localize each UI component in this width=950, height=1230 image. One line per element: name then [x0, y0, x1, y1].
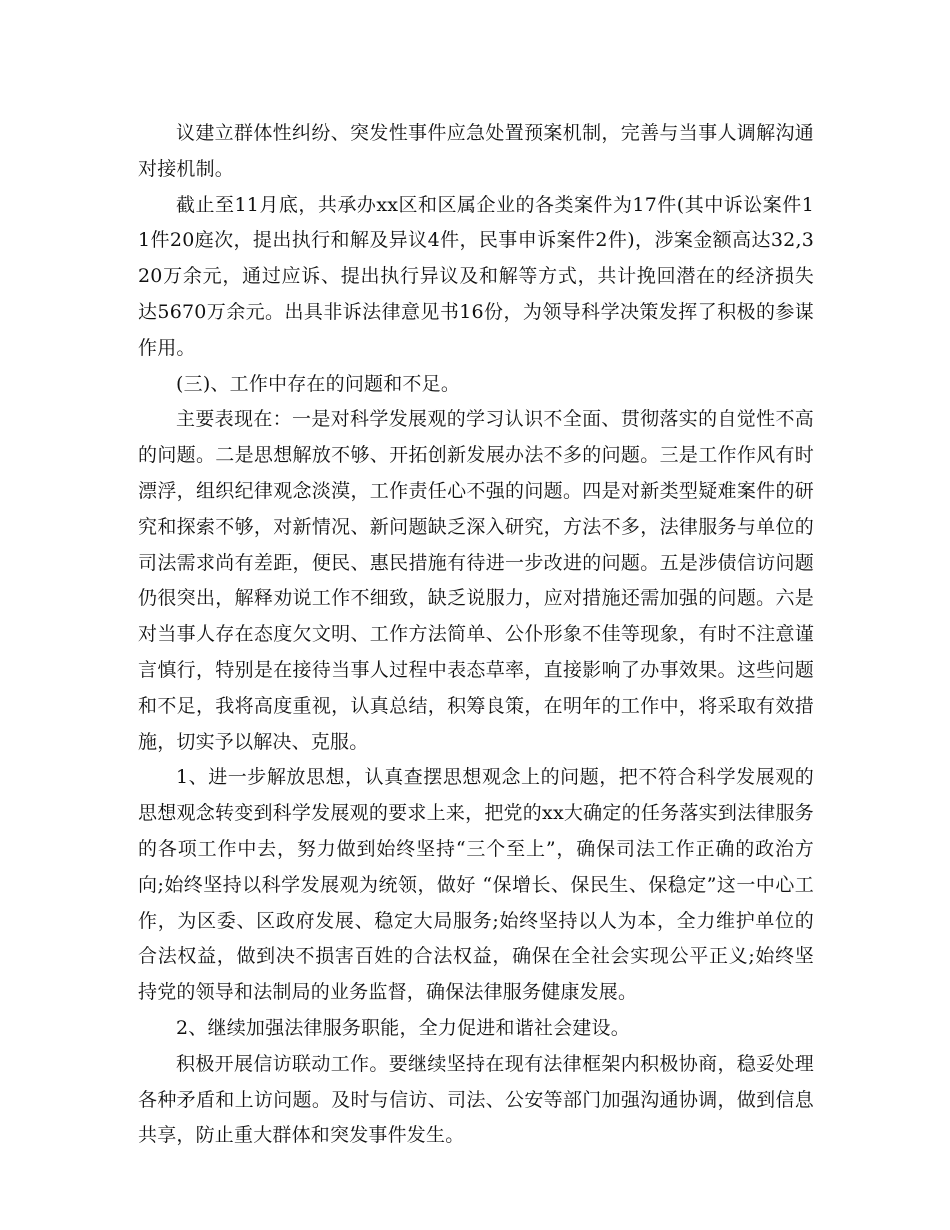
paragraph: 积极开展信访联动工作。要继续坚持在现有法律框架内积极协商，稳妥处理各种矛盾和上访问题。及时与信访、司法、公安等部门加强沟通协调，做到信息共享，防止重大群体和突发事件发生。	[138, 1052, 814, 1147]
paragraph: 截止至11月底，共承办xx区和区属企业的各类案件为17件(其中诉讼案件11件20庭次，提出执行和解及异议4件，民事申诉案件2件)，涉案金额高达32,320万余元，通过应诉、提出执行异议及和解等方式，共计挽回潜在的经济损失达5670万余元。出具非诉法律意见书16份，为领导科学决策发挥了积极的参谋作用。	[138, 193, 814, 359]
paragraph: 主要表现在：一是对科学发展观的学习认识不全面、贯彻落实的自觉性不高的问题。二是思想解放不够、开拓创新发展办法不多的问题。三是工作作风有时漂浮，组织纪律观念淡漠，工作责任心不强的问题。四是对新类型疑难案件的研究和探索不够，对新情况、新问题缺乏深入研究，方法不多，法律服务与单位的司法需求尚有差距，便民、惠民措施有待进一步改进的问题。五是涉债信访问题仍很突出，解释劝说工作不细致，缺乏说服力，应对措施还需加强的问题。六是对当事人存在态度欠文明、工作方法简单、公仆形象不佳等现象，有时不注意谨言慎行，特别是在接待当事人过程中表态草率，直接影响了办事效果。这些问题和不足，我将高度重视，认真总结，积筹良策，在明年的工作中，将采取有效措施，切实予以解决、克服。	[138, 408, 814, 753]
section-heading: 2、继续加强法律服务职能，全力促进和谐社会建设。	[176, 1016, 630, 1039]
section-heading: (三)、工作中存在的问题和不足。	[176, 372, 461, 395]
paragraph: 议建立群体性纠纷、突发性事件应急处置预案机制，完善与当事人调解沟通对接机制。	[138, 122, 814, 180]
document-body	[138, 116, 814, 1154]
paragraph: 1、进一步解放思想，认真查摆思想观念上的问题，把不符合科学发展观的思想观念转变到科学发展观的要求上来，把党的xx大确定的任务落实到法律服务的各项工作中去，努力做到始终坚持“三个至上”，确保司法工作正确的政治方向;始终坚持以科学发展观为统领，做好 “保增长、保民生、保稳定”这一中心工作，为区委、区政府发展、稳定大局服务;始终坚持以人为本，全力维护单位的合法权益，做到决不损害百姓的合法权益，确保在全社会实现公平正义;始终坚持党的领导和法制局的业务监督，确保法律服务健康发展。	[138, 766, 814, 1004]
